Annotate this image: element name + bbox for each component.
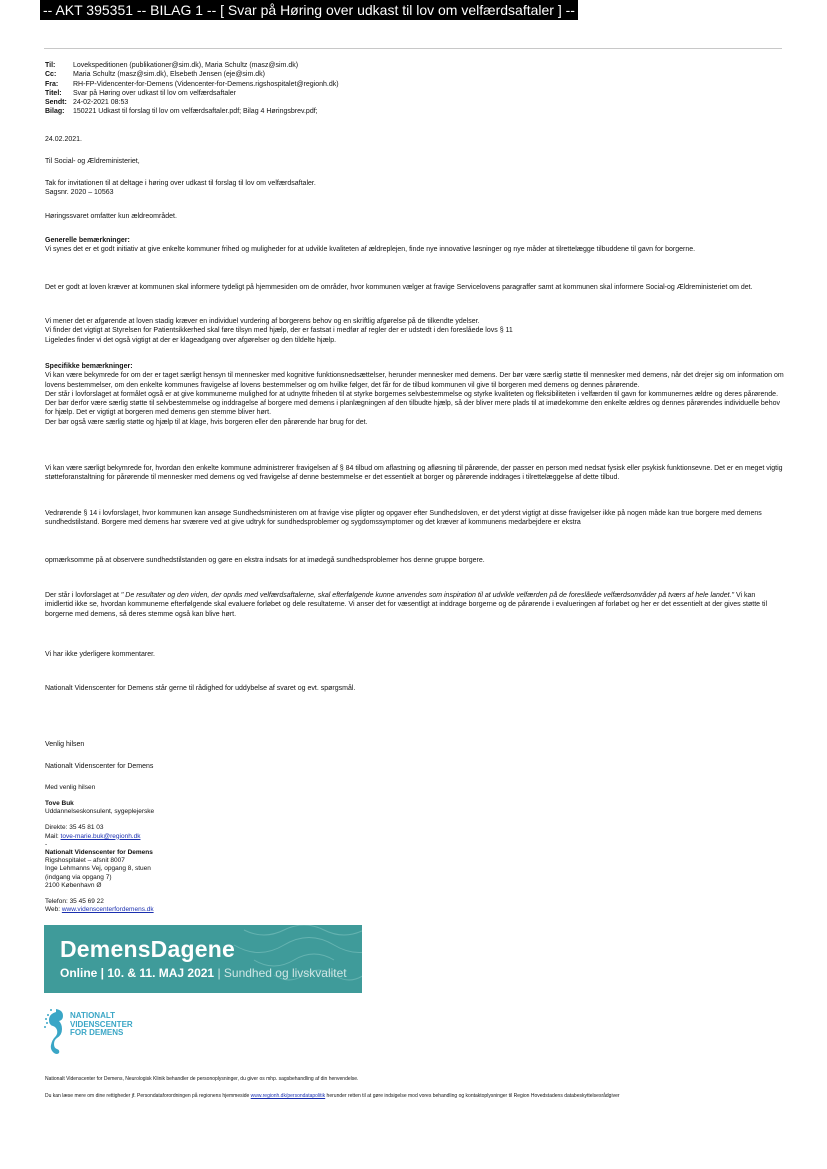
general-paragraph-1: Vi synes det er et godt initiativ at give enkelte kommuner frihed og muligheder for at udvikle kvaliteten af ældreplejen, finde nye innovative løsninger og nye måder at tilrettelægge tilbuddene til gavn for borgerne.	[45, 246, 696, 254]
logo-line-3: FOR DEMENS	[70, 1028, 124, 1037]
web-label: Web:	[45, 906, 62, 914]
thanks-text: Tak for invitationen til at deltage i høring over udkast til forslag til lov om velfærdsaftaler.	[45, 180, 316, 187]
signature-role: Uddannelseskonsulent, sygeplejerske	[45, 808, 155, 816]
letter-date: 24.02.2021.	[45, 136, 82, 143]
specific-paragraph-4: Vi kan være særligt bekymrede for, hvordan den enkelte kommune administrerer fravigelsen af § 84 tilbud om aflastning og afløsning til pårørende, der passer en person med nedsat fysisk eller psykisk funktionsevne. Det er en meget vigtig støtteforanstaltning for pårørende til mennesker med demens og ved fravigelse af denne bestemmelse er det essentielt at borger og pårørende inddrages i tilrettelæggelse af dette tilbud.	[45, 465, 783, 482]
banner-tagline: | Sundhed og livskvalitet	[217, 966, 347, 980]
general-section	[45, 236, 785, 255]
document-banner: -- AKT 395351 -- BILAG 1 -- [ Svar på Høring over udkast til lov om velfærdsaftaler ] --	[40, 0, 578, 20]
mail-link[interactable]: tove-marie.buk@regionh.dk	[60, 832, 141, 840]
p7-quote: " De resultater og den viden, der opnås med velfærdsaftalerne, skal efterfølgende kunne anvendes som inspiration til at udvikle velfærden på de foreslåede velfærdsområder på tværs af hele landet."	[120, 592, 735, 599]
from-label: Fra:	[45, 80, 59, 88]
banner-title: DemensDagene	[60, 936, 235, 962]
closing-org: Nationalt Videnscenter for Demens	[45, 763, 154, 770]
scope-text: Høringssvaret omfatter kun ældreområdet.	[45, 213, 177, 220]
specific-paragraph-6: opmærksomme på at observere sundhedstilstanden og gøre en ekstra indsats for at imødegå sundhedsproblemer hos denne gruppe borgere.	[45, 557, 485, 564]
sent-value: 24-02-2021 08:53	[73, 99, 129, 107]
banner-online: Online	[60, 966, 98, 980]
closing-greeting: Venlig hilsen	[45, 741, 85, 748]
specific-section	[45, 362, 785, 427]
address-line-4: 2100 København Ø	[45, 881, 102, 889]
cc-value: Maria Schultz (masz@sim.dk), Elsebeth Jensen (eje@sim.dk)	[73, 71, 265, 79]
logo-line-1: NATIONALT	[70, 1011, 116, 1020]
privacy-policy-link[interactable]: www.regionh.dk/persondatapolitik	[250, 1093, 326, 1099]
availability-text: Nationalt Videnscenter for Demens står gerne til rådighed for uddybelse af svaret og evt. spørgsmål.	[45, 685, 356, 692]
signature-phone: Telefon: 35 45 69 22	[45, 898, 104, 906]
general-p3a: Vi mener det er afgørende at loven stadig kræver en individuel vurdering af borgerens behov og en skriftlig afgørelse på de tilkendte ydelser.	[45, 318, 480, 325]
specific-heading: Specifikke bemærkninger:	[45, 363, 133, 370]
banner-dates: | 10. & 11. MAJ 2021	[97, 966, 218, 980]
signature-name: Tove Buk	[45, 800, 74, 807]
nvd-logo	[42, 1006, 152, 1056]
p7-pre: Der står i lovforslaget at	[45, 592, 121, 599]
footer-pre: Du kan læse mere om dine rettigheder jf. Persondataforordningen på regionens hjemmeside	[45, 1093, 251, 1099]
signature-dash: -	[45, 840, 48, 848]
signature-direct: Direkte: 35 45 81 03	[45, 824, 104, 832]
divider	[44, 48, 782, 49]
footer-post: herunder retten til at gøre indsigelse mod vores behandling og kontaktoplysninger til Region Hovedstadens databeskyttelsesrådgiver	[325, 1093, 620, 1099]
general-p3c: Ligeledes finder vi det også vigtigt at der er klageadgang over afgørelser og den tildelte hjælp.	[45, 336, 337, 344]
specific-paragraph-3: Der bør også være særlig støtte og hjælp til at klage, hvis borgeren eller den pårørende har brug for det.	[45, 418, 368, 426]
mail-label: Mail:	[45, 832, 61, 840]
web-link[interactable]: www.videnscenterfordemens.dk	[61, 906, 154, 914]
footer-line-2	[45, 1093, 620, 1099]
letter-intro	[45, 179, 785, 198]
address-line-3: (indgang via opgang 7)	[45, 873, 112, 881]
title-value: Svar på Høring over udkast til lov om velfærdsaftaler	[73, 89, 237, 97]
banner-subtitle	[60, 966, 347, 980]
general-paragraph-2: Det er godt at loven kræver at kommunen skal informere tydeligt på hjemmesiden om de områder, hvor kommunen vælger at fravige Servicelovens paragraffer samt at kommunen skal informere Social-og Ældreministeriet om det.	[45, 284, 753, 291]
demensdagene-banner[interactable]	[44, 925, 362, 993]
specific-paragraph-7	[45, 591, 785, 619]
specific-paragraph-5: Vedrørende § 14 i lovforslaget, hvor kommunen kan ansøge Sundhedsministeren om at fravige vise pligter og opgaver efter Sundhedsloven, er det yderst vigtigt at disse fravigelser ikke på nogen måde kan true borgere med demens sundhedstilstand. Borgere med demens har sværere ved at give udtryk for sundhedsproblemer og sygdomssymptomer og det kræver af kommunens medarbejdere er ekstra	[45, 510, 762, 527]
specific-paragraph-2: Der står i lovforslaget at formålet også er at give kommunerne mulighed for at udnytte friheden til at styrke borgernes selvbestemmelse og styrke kvaliteten og fleksibiliteten i velfærden til gavn for kommunernes ældre og deres pårørende. Der bør derfor være særlig støtte til selvbestemmelse og inddragelse af borgere med demens i planlægningen af den tilbudte hjælp, så der bliver mere plads til at imødekomme den enkelte ældres og dennes pårørendes individuelle behov for hjælp. Det er vigtigt at borgeren med demens gen stemme bliver hørt.	[45, 390, 780, 417]
to-label: Til:	[45, 62, 56, 69]
case-number: Sagsnr. 2020 – 10563	[45, 189, 114, 197]
to-value: Lovekspeditionen (publikationer@sim.dk), Maria Schultz (masz@sim.dk)	[73, 62, 299, 69]
seahorse-icon	[42, 1006, 68, 1056]
specific-paragraph-1: Vi kan være bekymrede for om der er taget særligt hensyn til mennesker med kognitive funktionsnedsættelser, herunder mennesker med demens. Der bør være særlig støtte til mennesker med demens, når det drejer sig om information om lovens bestemmelser, om den enkelte kommunes fravigelse af lovens bestemmelser og om hvilke følger, det får for de tilbud kommunen vil give til borgeren med demens og dennes pårørende.	[45, 372, 784, 389]
email-header	[45, 61, 339, 117]
title-label: Titel:	[45, 89, 62, 97]
attachment-label: Bilag:	[45, 108, 65, 116]
signature-block	[45, 800, 154, 914]
signature-greeting: Med venlig hilsen	[45, 784, 96, 791]
footer-line-1: Nationalt Videnscenter for Demens, Neurologisk Klinik behandler de personoplysninger, du giver os mhp. sagsbehandling af din henvendelse.	[45, 1076, 359, 1082]
letter-recipient: Til Social- og Ældreministeriet,	[45, 158, 140, 165]
logo-text	[70, 1012, 133, 1038]
signature-org: Nationalt Videnscenter for Demens	[45, 849, 153, 857]
address-line-2: Inge Lehmanns Vej, opgang 8, stuen	[45, 865, 151, 873]
general-p3b: Vi finder det vigtigt at Styrelsen for Patientsikkerhed skal føre tilsyn med hjælp, der er fastsat i medfør af regler der er udstedt i den foreslåede lovs § 11	[45, 327, 513, 335]
sent-label: Sendt:	[45, 99, 67, 107]
p7-post: Vi kan imidlertid ikke se, hvordan kommunerne efterfølgende skal evaluere forløbet og dele resultaterne. Vi anser det for væsentligt at inddrage borgerne og de pårørende i evalueringen af forløbet og her er det essentielt at der gives støtte til borgerne med demens, så deres stemme også kan blive hørt.	[45, 592, 768, 618]
logo-line-2: VIDENSCENTER	[70, 1019, 133, 1029]
cc-label: Cc:	[45, 71, 57, 79]
address-line-1: Rigshospitalet – afsnit 8007	[45, 857, 125, 865]
general-heading: Generelle bemærkninger:	[45, 237, 130, 244]
attachment-value: 150221 Udkast til forslag til lov om velfærdsaftaler.pdf; Bilag 4 Høringsbrev.pdf;	[73, 108, 318, 116]
general-paragraph-3	[45, 317, 785, 345]
no-more-comments: Vi har ikke yderligere kommentarer.	[45, 651, 155, 658]
from-value: RH-FP-Videncenter-for-Demens (Videncenter-for-Demens.rigshospitalet@regionh.dk)	[73, 80, 339, 88]
